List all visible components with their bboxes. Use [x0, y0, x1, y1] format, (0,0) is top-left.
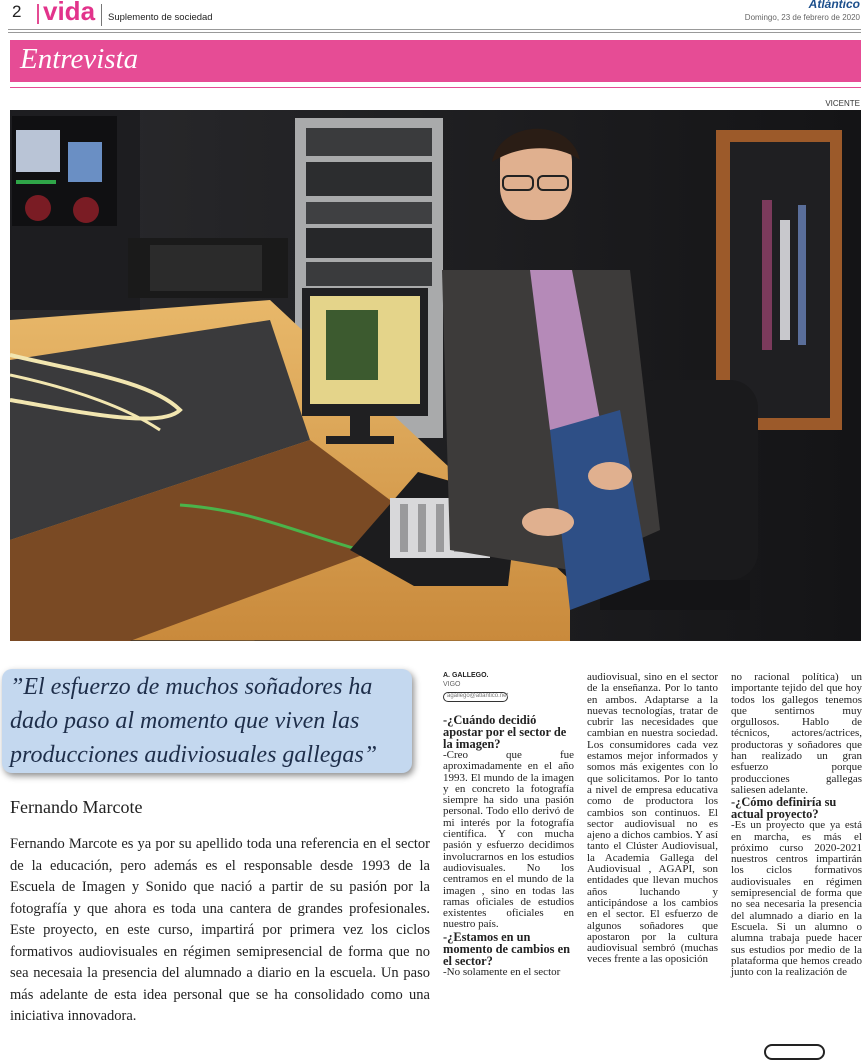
section-underline	[10, 87, 861, 88]
byline-place: VIGO	[443, 681, 461, 688]
header-rule-lower	[8, 32, 861, 33]
continuation-tab	[764, 1044, 825, 1060]
byline-handle-badge	[443, 692, 508, 702]
header-accent-bar	[37, 4, 39, 24]
interview-question-2: -¿Estamos en un momento de cambios en el sector?	[443, 929, 570, 968]
header-rule	[8, 29, 861, 30]
interview-answer-2-start: -No solamente en el sector	[443, 965, 561, 978]
interview-question-3: -¿Cómo definiría su actual proyecto?	[731, 795, 837, 822]
interview-answer-1: -Creo que fue aproximadamente en el año 1993. El mundo de la imagen y en concreto la fotografía siempre ha sido una pasión personal. Todo ello derivó de mi interés por la fotografía científica. Y con mucha pasión y esfuerzo decidimos involucrarnos en los estudios audiovisuales. No los centramos en el mundo de la imagen , sino en todas las ramas oficiales de estudios existentes oficiales en nuestro país.	[443, 749, 574, 931]
article-column-2	[587, 672, 718, 966]
interview-question-1: -¿Cuándo decidió apostar por el sector de la imagen?	[443, 713, 567, 751]
supplement-label: Suplemento de sociedad	[108, 12, 213, 23]
interviewee-name: Fernando Marcote	[10, 797, 143, 817]
interview-answer-2-continued: audiovisual, sino en el sector de la enseñanza. Por lo tanto en ambos. Adaptarse a la nuevas tecnologías, tratar de cubrir las necesidades que cambian en nuestra sociedad. Los consumidores cada vez estamos mejor informados y somos más exigentes con lo que solicitamos. Por lo tanto a nivel de empresa educativa como de productora los cambios son continuos. El sector audiovisual no es ajeno a dichos cambios. Y así tanto el Clúster Audiovisual, la Academia Gallega del Audiovisual , AGAPI, son entidades que llevan muchos años luchando y anticipándose a los cambios en el sector. El esfuerzo de algunos soñadores que apostaron por la cultura audiovisual sembró (muchas veces frente a las oposición	[587, 671, 718, 966]
publication-date: Domingo, 23 de febrero de 2020	[744, 13, 860, 22]
byline-handle: agallego@atlantico.net	[447, 693, 509, 699]
publication-name: Atlántico	[808, 0, 860, 11]
page-number: 2	[12, 2, 22, 21]
interview-answer-3: -Es un proyecto que ya está en marcha, es más el próximo curso 2020-2021 nuestros centros impartirán los ciclos formativos audiovisuales en régimen semipresencial de forma que no sea necesaria la presencia del alumnado a diario en la Escuela. Si un alumno o alumna trabaja puede hacer sus estudios por medio de la plataforma que hemos creado junto con la realización de	[731, 819, 862, 979]
interview-answer-2-end: no racional política) un importante tejido del que hoy todos los gallegos tenemos que sentirnos muy orgullosos. Hablo de técnicos, actores/actrices, productoras y soñadores que han realizado un gran esfuerzo porque producciones gallegas saliesen adelante.	[731, 671, 862, 796]
interview-photo	[10, 110, 861, 641]
photo-credit: VICENTE	[825, 99, 860, 108]
section-brand: vida	[43, 0, 96, 26]
byline-author: A. GALLEGO.	[443, 672, 489, 679]
intro-paragraph: Fernando Marcote es ya por su apellido toda una referencia en el sector de la educación, pero además es el responsable desde 1993 de la Escuela de Imagen y Sonido que nació a partir de su pasión por la fotografía y que ahora es toda una cantera de grandes profesionales. Este proyecto, en este curso, impartirá por primera vez los ciclos formativos audiovisuales en régimen semipresencial de forma que no sea necesaia la presencia del alumnado a diario en la escuela. Un paso más adelante de esta idea personal que se ha consolidado como una iniciativa innovadora.	[10, 836, 430, 1024]
pull-quote: ”El esfuerzo de muchos soñadores ha dado paso al momento que viven las producciones audiviosuales gallegas”	[10, 674, 378, 768]
header-divider	[101, 4, 102, 26]
studio-scene-illustration	[10, 110, 861, 641]
article-column-1	[443, 714, 574, 978]
section-title: Entrevista	[20, 43, 139, 75]
article-column-3	[731, 672, 862, 978]
